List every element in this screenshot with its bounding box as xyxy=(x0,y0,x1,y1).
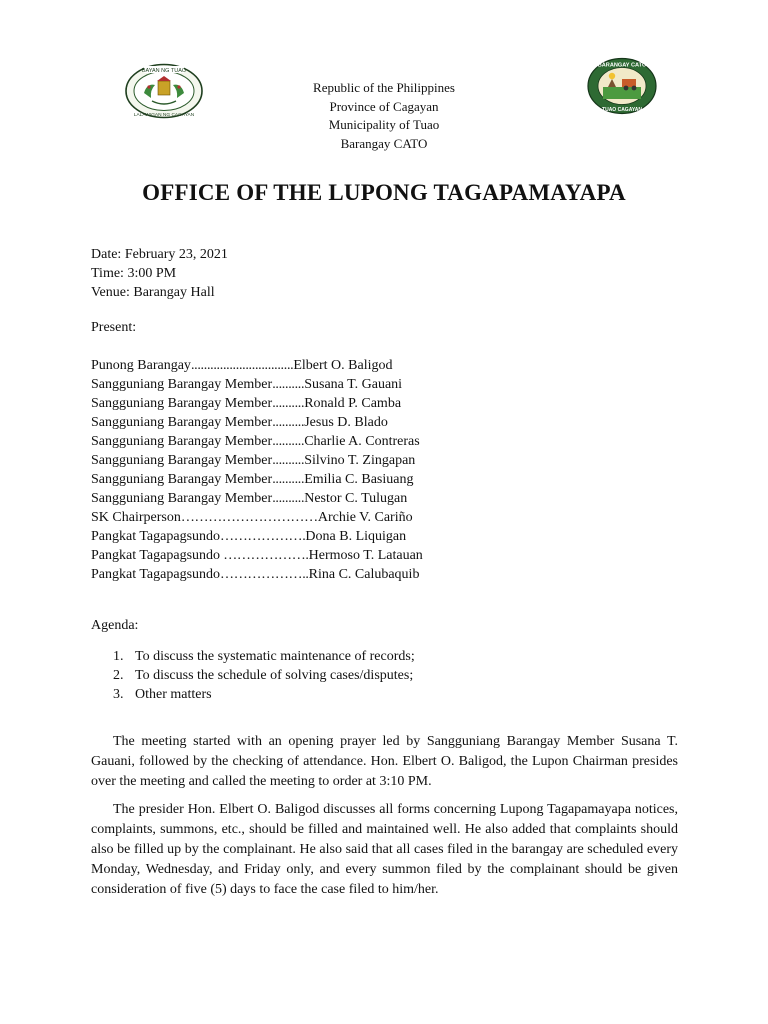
attendee-row xyxy=(91,451,511,470)
attendee-row xyxy=(91,489,511,508)
attendee-row xyxy=(91,527,511,546)
attendee-name: Charlie A. Contreras xyxy=(304,434,420,449)
attendee-row xyxy=(91,432,511,451)
attendee-position: Sangguniang Barangay Member xyxy=(91,415,273,430)
header-municipality: Municipality of Tuao xyxy=(328,117,440,132)
attendee-list xyxy=(91,356,511,584)
leader-dots: .......... xyxy=(272,491,305,506)
leader-dots: .......... xyxy=(272,396,305,411)
attendee-row xyxy=(91,356,511,375)
leader-dots: .......... xyxy=(272,377,305,392)
attendee-row xyxy=(91,470,511,489)
right-seal-top-text: BARANGAY CATO xyxy=(597,62,647,69)
attendee-name: Elbert O. Baligod xyxy=(293,358,393,373)
meeting-venue: Venue: Barangay Hall xyxy=(91,285,215,300)
agenda-label: Agenda: xyxy=(91,618,139,633)
attendee-row xyxy=(91,375,511,394)
left-seal-top-text: BAYAN NG TUAO xyxy=(141,68,187,74)
attendee-position: Punong Barangay xyxy=(91,358,191,373)
attendee-name: Nestor C. Tulugan xyxy=(304,491,408,506)
attendee-position: Pangkat Tagapagsundo xyxy=(91,529,221,544)
agenda-item-text: To discuss the schedule of solving cases/disputes; xyxy=(135,668,414,683)
left-seal-bottom-text: LALAWIGAN NG CAGAYAN xyxy=(133,113,195,118)
attendee-name: Archie V. Cariño xyxy=(317,510,413,525)
attendee-position: Sangguniang Barangay Member xyxy=(91,434,273,449)
present-label: Present: xyxy=(91,320,137,335)
leader-dots: .......... xyxy=(272,415,305,430)
attendee-name: Susana T. Gauani xyxy=(304,377,403,392)
agenda-item-number: 2. xyxy=(113,668,124,683)
letterhead xyxy=(0,79,768,153)
attendee-name: Ronald P. Camba xyxy=(304,396,402,411)
attendee-name: Hermoso T. Latauan xyxy=(308,548,423,563)
leader-dots: .......... xyxy=(272,434,305,449)
attendee-position: Pangkat Tagapagsundo xyxy=(91,548,221,563)
attendee-position: Sangguniang Barangay Member xyxy=(91,396,273,411)
minutes-paragraph-opening: The meeting started with an opening prayer led by Sangguniang Barangay Member Susana T. Gauani, followed by the checking of attendance. Hon. Elbert O. Baligod, the Lupon Chairman presides over the meeting and called the meeting to order at 3:10 PM. xyxy=(91,734,678,789)
meeting-date: Date: February 23, 2021 xyxy=(91,247,228,262)
meeting-info xyxy=(91,245,228,302)
leader-dots: ………………. xyxy=(220,548,309,563)
agenda-item xyxy=(113,666,415,685)
attendee-name: Rina C. Calubaquib xyxy=(308,567,420,582)
attendee-name: Dona B. Liquigan xyxy=(305,529,407,544)
leader-dots: .......... xyxy=(272,472,305,487)
agenda-item xyxy=(113,685,415,704)
attendee-position: Pangkat Tagapagsundo xyxy=(91,567,221,582)
attendee-position: Sangguniang Barangay Member xyxy=(91,453,273,468)
attendee-row xyxy=(91,546,511,565)
attendee-position: Sangguniang Barangay Member xyxy=(91,472,273,487)
agenda-item xyxy=(113,647,415,666)
attendee-name: Emilia C. Basiuang xyxy=(304,472,414,487)
agenda-item-number: 1. xyxy=(113,649,124,664)
attendee-row xyxy=(91,394,511,413)
leader-dots: ................................ xyxy=(190,358,294,373)
header-barangay: Barangay CATO xyxy=(340,135,428,151)
leader-dots: ……………….. xyxy=(220,567,309,582)
right-seal-bottom-text: TUAO CAGAYAN xyxy=(602,107,642,113)
attendee-name: Silvino T. Zingapan xyxy=(304,453,416,468)
minutes-paragraph-discussion: The presider Hon. Elbert O. Baligod discusses all forms concerning Lupong Tagapamayapa notices, complaints, summons, etc., should be filled and maintained well. He also added that complaints should also be filled up by the complainant. He also said that all cases filed in the barangay are scheduled every Monday, Wednesday, and Friday only, and every summon filed by the complainant should be given consideration of five (5) days to face the case filed to him/her. xyxy=(91,802,678,897)
attendee-row xyxy=(91,413,511,432)
meeting-time: Time: 3:00 PM xyxy=(91,266,177,281)
header-republic: Republic of the Philippines xyxy=(313,80,455,95)
agenda-item-number: 3. xyxy=(113,687,124,702)
agenda-list xyxy=(113,647,415,704)
agenda-item-text: To discuss the systematic maintenance of records; xyxy=(135,649,415,664)
attendee-position: Sangguniang Barangay Member xyxy=(91,377,273,392)
attendee-row xyxy=(91,565,511,584)
office-title: OFFICE OF THE LUPONG TAGAPAMAYAPA xyxy=(142,180,626,205)
leader-dots: ………………………… xyxy=(180,510,318,525)
attendee-row xyxy=(91,508,511,527)
leader-dots: ………………. xyxy=(220,529,306,544)
leader-dots: .......... xyxy=(272,453,305,468)
header-province: Province of Cagayan xyxy=(329,98,439,114)
attendee-position: SK Chairperson xyxy=(91,510,181,525)
agenda-item-text: Other matters xyxy=(135,687,212,702)
attendee-name: Jesus D. Blado xyxy=(304,415,388,430)
attendee-position: Sangguniang Barangay Member xyxy=(91,491,273,506)
